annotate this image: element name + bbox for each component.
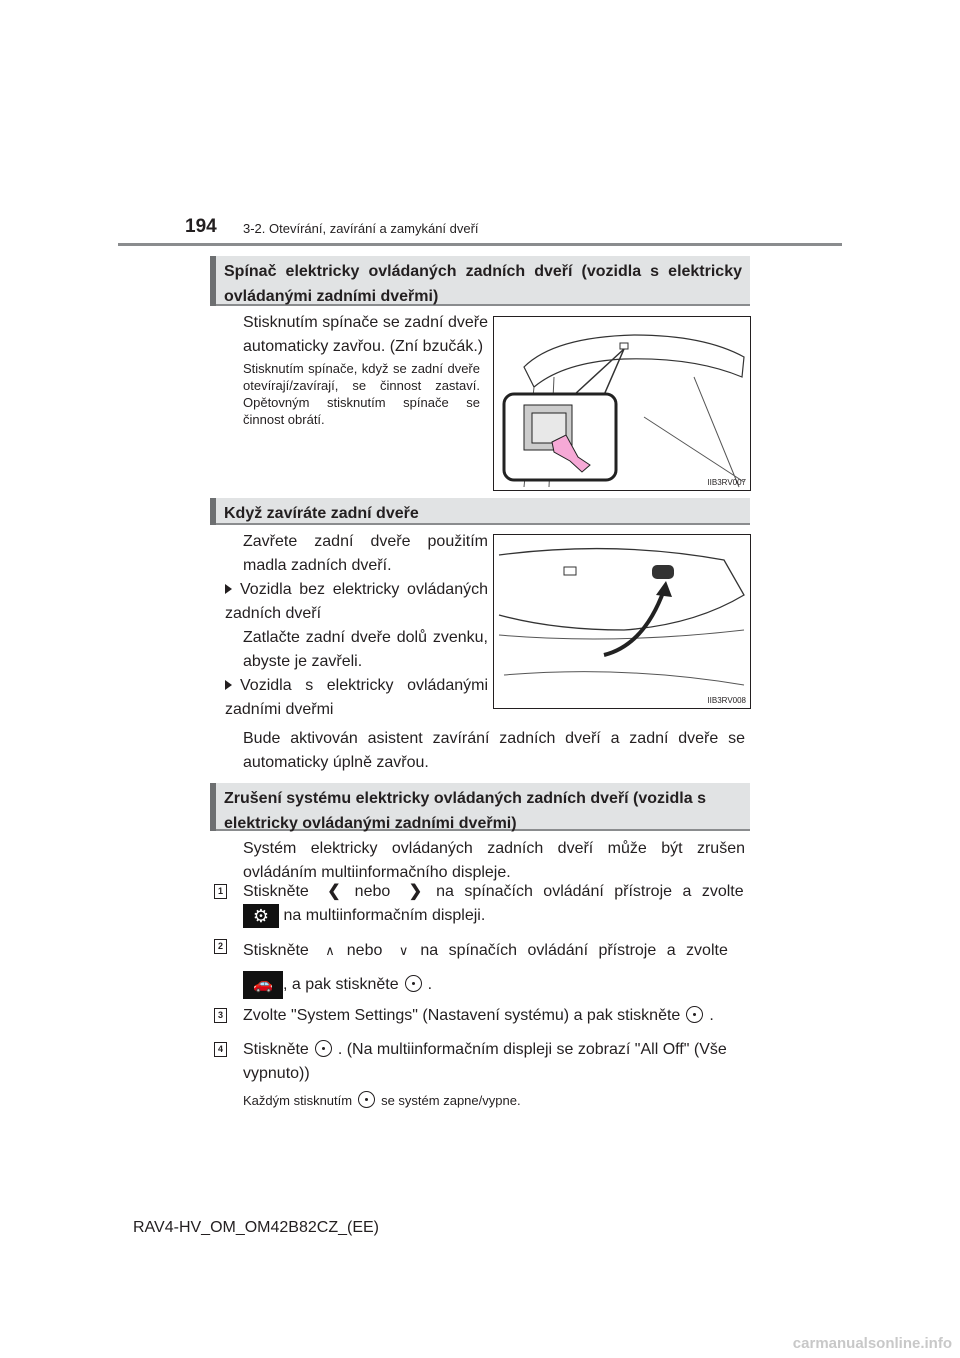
step-number-2: 2 — [214, 939, 227, 954]
step-text: na multiinformačním displeji. — [283, 907, 486, 925]
step-4 — [243, 1038, 745, 1086]
chevron-right-icon: ❯ — [408, 883, 423, 900]
enter-button-icon — [686, 1006, 703, 1023]
section2-text2: Zatlačte zadní dveře dolů zvenku, abyste je zavřeli. — [243, 629, 488, 670]
bullet-text: Vozidla s elektricky ovládanými zadními dveřmi — [225, 677, 488, 718]
footer-model-code: RAV4-HV_OM_OM42B82CZ_(EE) — [133, 1219, 379, 1236]
note-text: se systém zapne/vypne. — [381, 1093, 521, 1108]
step-number-3: 3 — [214, 1008, 227, 1023]
page-number: 194 — [185, 216, 217, 237]
enter-button-icon — [358, 1091, 375, 1108]
step-text: Stiskněte — [243, 1041, 309, 1058]
step-text: Stiskněte — [243, 883, 309, 900]
step-text: , a pak stiskněte — [283, 976, 399, 993]
step-text: Stiskněte — [243, 942, 309, 959]
chevron-left-icon: ❮ — [327, 883, 341, 900]
figure-code: IIB3RV008 — [707, 696, 746, 705]
power-tailgate-icon: 🚗 — [243, 971, 283, 999]
settings-gear-icon: ⚙ — [243, 904, 279, 928]
step-text: . — [427, 976, 433, 993]
step-1 — [243, 880, 745, 928]
section2-text: Zavřete zadní dveře použitím madla zadních dveří. — [243, 533, 488, 574]
step-number-4: 4 — [214, 1042, 227, 1057]
section1-text: Stisknutím spínače se zadní dveře automaticky zavřou. (Zní bzučák.) — [243, 314, 488, 355]
enter-button-icon — [315, 1040, 332, 1057]
section-heading-cancel: Zrušení systému elektricky ovládaných zadních dveří (vozidla s elektricky ovládanými zadními dveřmi) — [210, 783, 750, 831]
section-heading-closing: Když zavíráte zadní dveře — [210, 498, 750, 525]
step-2 — [243, 934, 745, 1002]
note-text: Každým stisknutím — [243, 1093, 353, 1108]
step-text: Zvolte "System Settings" (Nastavení systému) a pak stiskněte — [243, 1007, 681, 1024]
figure-code: IIB3RV007 — [707, 478, 746, 487]
enter-button-icon — [405, 975, 422, 992]
figure-tailgate-switch — [493, 316, 751, 491]
chevron-up-icon: ∧ — [325, 943, 335, 958]
step-3 — [243, 1004, 745, 1028]
step-text: . (Na multiinformačním displeji se zobrazí "All Off" (Vše vypnuto)) — [243, 1041, 727, 1082]
step-text: . — [709, 1007, 714, 1024]
chapter-title: 3-2. Otevírání, zavírání a zamykání dveří — [243, 221, 479, 236]
bullet-with-power — [225, 674, 488, 722]
section1-note: Stisknutím spínače, když se zadní dveře otevírají/zavírají, se činnost zastaví. Opětovným stisknutím spínače se činnost obrátí. — [243, 361, 480, 427]
step-text: na spínačích ovládání přístroje a zvolte — [420, 942, 728, 959]
tailgate-handle-illustration — [494, 535, 750, 708]
tailgate-switch-illustration — [494, 317, 750, 490]
step-note — [243, 1091, 521, 1109]
step-number-1: 1 — [214, 884, 227, 899]
section2-text3: Bude aktivován asistent zavírání zadních dveří a zadní dveře se automaticky úplně zavřou. — [243, 730, 745, 771]
step-text: nebo — [346, 942, 383, 959]
header-rule — [118, 243, 842, 246]
step-text: na spínačích ovládání přístroje a zvolte — [436, 883, 744, 900]
step-text: nebo — [354, 883, 391, 900]
figure-tailgate-handle — [493, 534, 751, 709]
bullet-without-power — [225, 578, 488, 626]
section-heading-switch: Spínač elektricky ovládaných zadních dveří (vozidla s elektricky ovládanými zadními dveřmi) — [210, 256, 750, 306]
bullet-text: Vozidla bez elektricky ovládaných zadních dveří — [225, 581, 488, 622]
bullet-triangle-icon — [225, 584, 232, 594]
watermark: carmanualsonline.info — [792, 1335, 952, 1352]
bullet-triangle-icon — [225, 680, 232, 690]
chevron-down-icon: ∨ — [398, 943, 409, 958]
section3-intro: Systém elektricky ovládaných zadních dveří může být zrušen ovládáním multiinformačního displeje. — [243, 840, 745, 881]
